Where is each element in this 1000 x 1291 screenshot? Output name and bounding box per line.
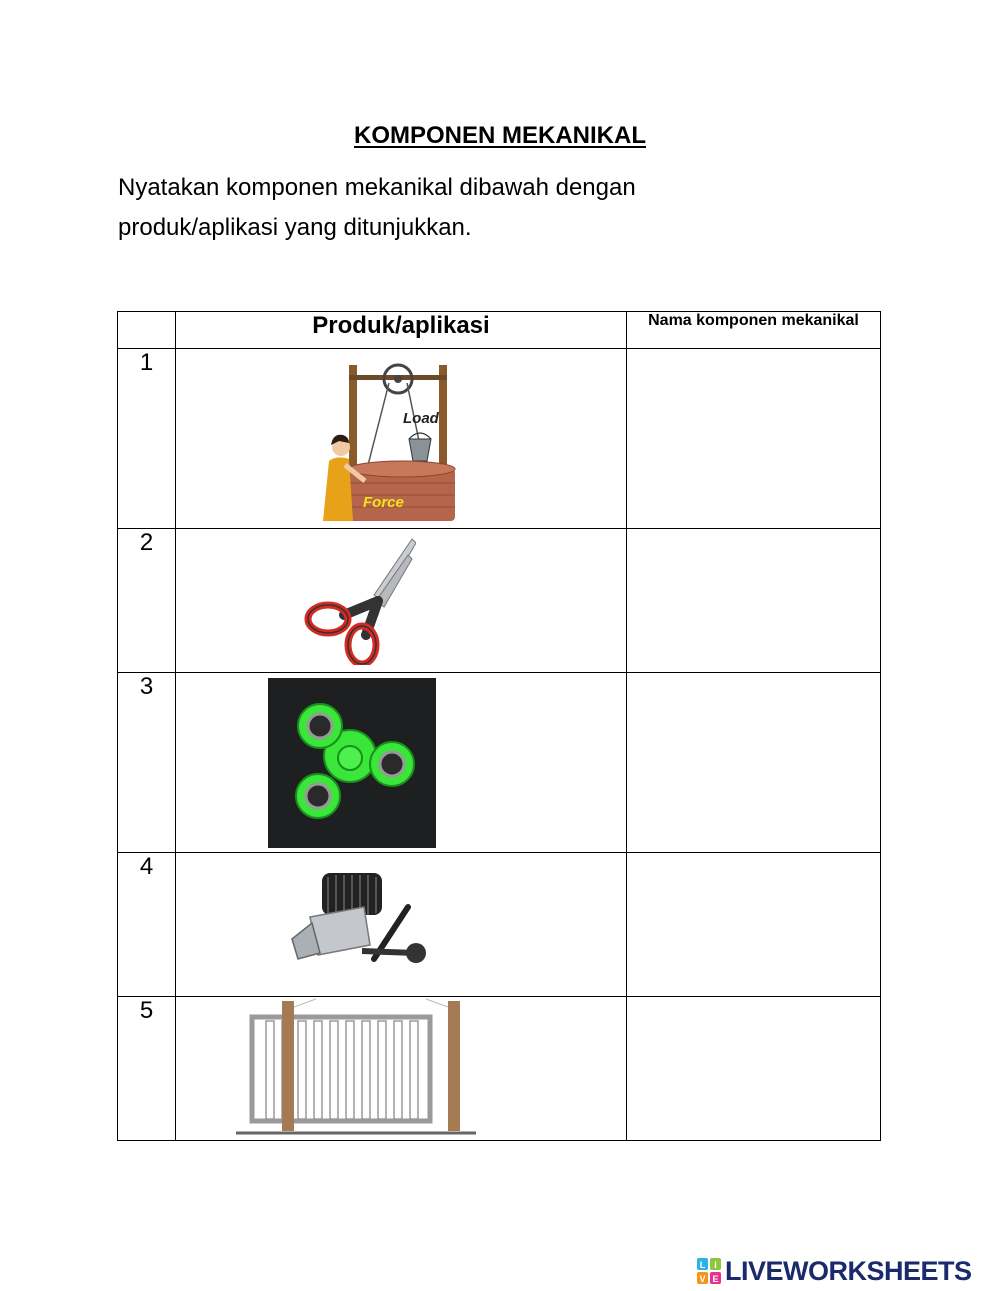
row-number: 2 — [118, 529, 176, 673]
product-cell — [176, 997, 627, 1141]
product-cell — [176, 529, 627, 673]
header-number — [118, 312, 176, 349]
scissors-image — [304, 535, 416, 665]
table-row — [118, 997, 881, 1141]
header-product: Produk/aplikasi — [176, 312, 627, 349]
liveworksheets-logo-icon — [697, 1258, 721, 1284]
table-header-row — [118, 312, 881, 349]
liveworksheets-logo[interactable] — [697, 1256, 972, 1286]
sliding-gate-image — [236, 997, 476, 1139]
load-label: Load — [403, 410, 439, 427]
drill-chuck-key-image — [288, 867, 430, 985]
product-cell — [176, 349, 627, 529]
row-number: 5 — [118, 997, 176, 1141]
brand-name: LIVEWORKSHEETS — [725, 1255, 972, 1286]
fidget-spinner-image — [268, 678, 436, 848]
row-number: 3 — [118, 673, 176, 853]
well-pulley-image — [319, 361, 459, 523]
answer-cell[interactable] — [627, 529, 881, 673]
svg-text:L: L — [699, 1260, 706, 1270]
row-number: 1 — [118, 349, 176, 529]
row-number: 4 — [118, 853, 176, 997]
answer-cell[interactable] — [627, 673, 881, 853]
table-row — [118, 349, 881, 529]
header-component: Nama komponen mekanikal — [627, 312, 881, 349]
worksheet-title: KOMPONEN MEKANIKAL — [354, 122, 646, 149]
answer-cell[interactable] — [627, 349, 881, 529]
table-row — [118, 529, 881, 673]
svg-text:I: I — [714, 1260, 717, 1270]
product-cell — [176, 853, 627, 997]
worksheet-table — [117, 311, 881, 1141]
answer-cell[interactable] — [627, 997, 881, 1141]
answer-cell[interactable] — [627, 853, 881, 997]
instruction-text: Nyatakan komponen mekanikal dibawah dengan produk/aplikasi yang ditunjukkan. — [118, 174, 636, 241]
table-row — [118, 673, 881, 853]
force-label: Force — [363, 494, 404, 511]
svg-text:E: E — [712, 1274, 719, 1284]
product-cell — [176, 673, 627, 853]
svg-text:V: V — [699, 1274, 706, 1284]
table-row — [118, 853, 881, 997]
